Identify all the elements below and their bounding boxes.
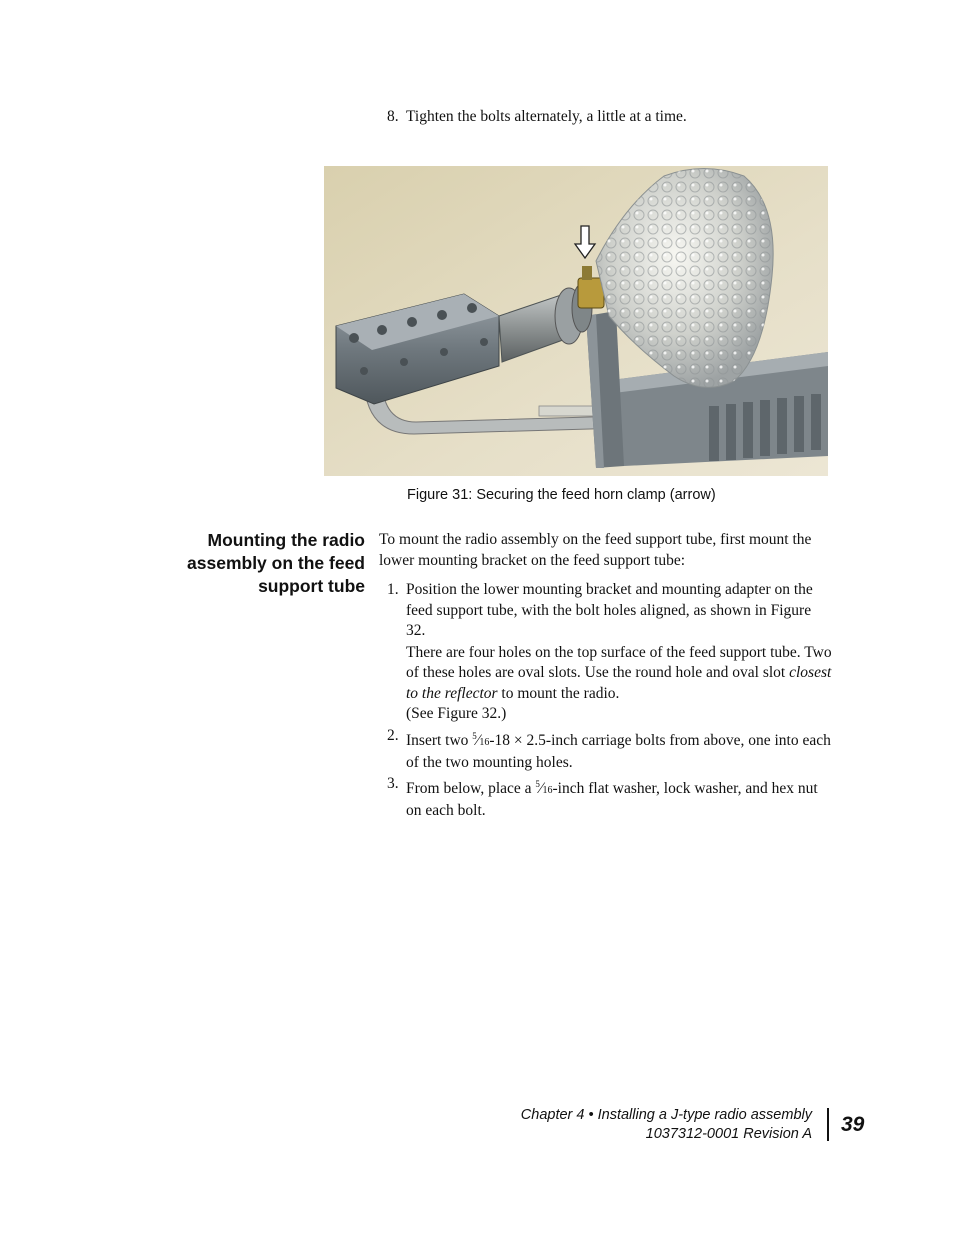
step-text-part: -inch flat washer, lock washer, and hex nut on each bolt. xyxy=(406,779,818,819)
note-text: There are four holes on the top surface of the feed support tube. Two of these holes are oval slots. Use the round hole and oval slot xyxy=(406,643,832,681)
footer-doc-id: 1037312-0001 Revision A xyxy=(645,1126,812,1142)
step-text-part: From below, place a xyxy=(406,779,536,797)
page-footer xyxy=(470,1106,812,1144)
footer-divider xyxy=(827,1108,829,1141)
page-number: 39 xyxy=(841,1113,865,1136)
step-text xyxy=(406,774,832,822)
step-8 xyxy=(387,107,687,127)
step-3 xyxy=(387,774,832,822)
fraction: $^5$⁄16 xyxy=(472,730,490,749)
heading-line: Mounting the radio xyxy=(207,530,365,550)
step-1 xyxy=(387,580,832,725)
section-intro: To mount the radio assembly on the feed support tube, first mount the lower mounting bracket on the feed support tube: xyxy=(379,531,812,569)
steps-list xyxy=(387,580,832,822)
fraction-denominator: 16 xyxy=(542,784,553,796)
step-number: 8. xyxy=(387,108,399,125)
figure-caption: Figure 31: Securing the feed horn clamp (arrow) xyxy=(407,487,716,503)
step-text-part: Insert two xyxy=(406,731,473,749)
fraction-numerator: 5 xyxy=(535,778,540,789)
heading-line: support tube xyxy=(258,576,365,596)
step-text-part: -18 × 2.5-inch carriage bolts from above, one into each of the two mounting holes. xyxy=(406,731,831,771)
fraction-numerator: 5 xyxy=(472,730,477,741)
note-emphasis: closest to the reflector xyxy=(406,664,832,702)
figure-photo xyxy=(324,166,828,476)
note-text: to mount the radio. xyxy=(497,684,620,702)
feed-horn-photo xyxy=(324,166,828,476)
step-text: Position the lower mounting bracket and mounting adapter on the feed support tube, with the bolt holes aligned, as shown in Figure 32. xyxy=(406,581,813,639)
step-text: Tighten the bolts alternately, a little at a time. xyxy=(406,108,687,125)
step-note xyxy=(406,643,832,705)
heading-line: assembly on the feed xyxy=(187,553,365,573)
section-heading xyxy=(150,529,365,598)
fraction-denominator: 16 xyxy=(479,736,490,748)
footer-chapter: Chapter 4 • Installing a J-type radio assembly xyxy=(520,1107,812,1123)
step-text xyxy=(406,726,832,774)
step-reference: (See Figure 32.) xyxy=(406,705,507,722)
step-2 xyxy=(387,726,832,774)
step-number: 2. xyxy=(387,726,399,744)
step-number: 3. xyxy=(387,774,399,792)
step-number: 1. xyxy=(387,581,399,598)
fraction: $^5$⁄16 xyxy=(535,778,553,797)
